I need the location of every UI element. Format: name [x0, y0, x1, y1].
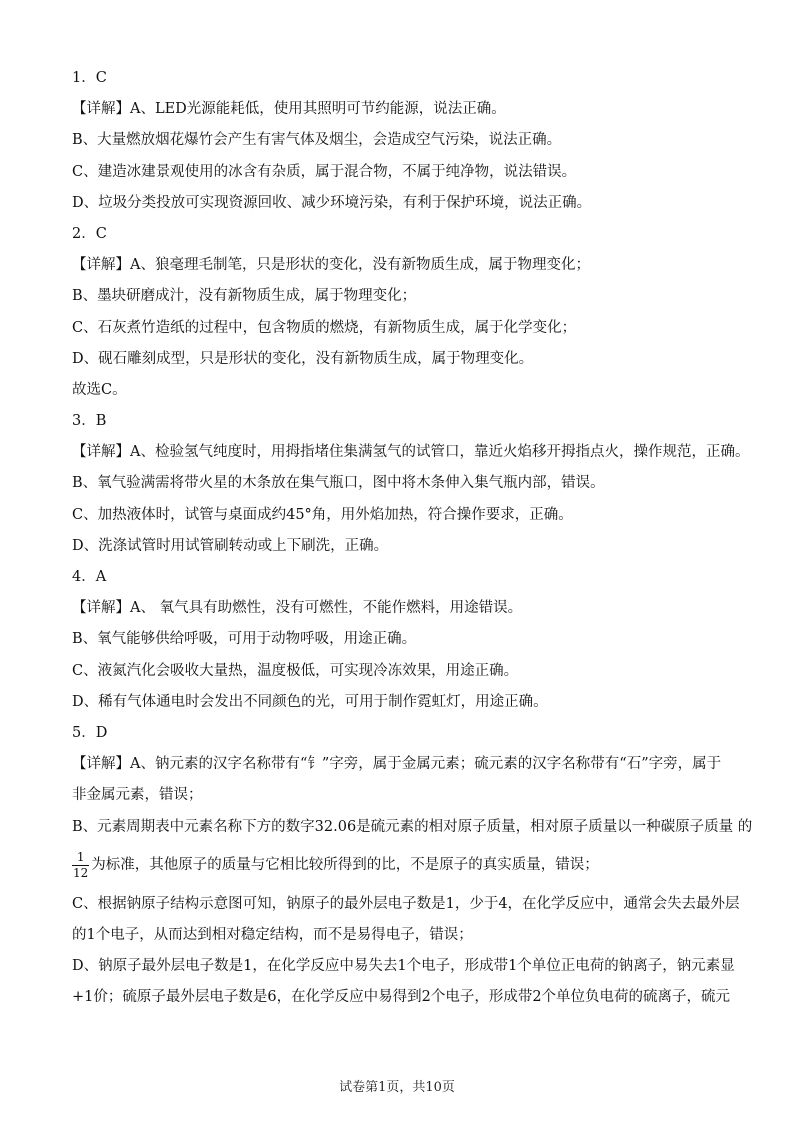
text-line: 【详解】A、LED光源能耗低，使用其照明可节约能源，说法正确。: [72, 101, 506, 118]
text-line: C、石灰煮竹造纸的过程中，包含物质的燃烧，有新物质生成，属于化学变化；: [72, 319, 577, 336]
lines-block: [72, 63, 753, 843]
text-line: C、根据钠原子结构示意图可知，钠原子的最外层电子数是1，少于4，在化学反应中，通常会失去最外层: [72, 895, 740, 912]
text-line: 非金属元素，错误；: [72, 787, 203, 804]
fraction-denominator: 12: [73, 866, 89, 881]
text-line: D、稀有气体通电时会发出不同颜色的光，可用于制作霓虹灯，用途正确。: [72, 693, 548, 710]
text-line: 【详解】A、钠元素的汉字名称带有“钅”字旁，属于金属元素；硫元素的汉字名称带有“石”字旁，属于: [72, 756, 722, 773]
text-line: B、墨块研磨成汁，没有新物质生成，属于物理变化；: [72, 288, 417, 305]
text-line: B、氧气能够供给呼吸，可用于动物呼吸，用途正确。: [72, 631, 417, 648]
text-line: 【详解】A、 氧气具有助燃性，没有可燃性，不能作燃料，用途错误。: [72, 600, 523, 617]
text-line: B、元素周期表中元素名称下方的数字32.06是硫元素的相对原子质量，相对原子质量以一种碳原子质量 的: [72, 818, 753, 835]
text-line: D、钠原子最外层电子数是1，在化学反应中易失去1个电子，形成带1个单位正电荷的钠离子，钠元素显: [72, 958, 735, 975]
text-line: 5．D: [72, 724, 108, 741]
lines-after-block: [72, 889, 740, 1014]
text-line: D、砚石雕刻成型，只是形状的变化，没有新物质生成，属于物理变化。: [72, 350, 534, 367]
text-line: D、洗涤试管时用试管刷转动或上下刷洗，正确。: [72, 537, 389, 554]
text-line: C、液氮汽化会吸收大量热，温度极低，可实现冷冻效果，用途正确。: [72, 662, 519, 679]
fraction-numerator: 1: [76, 850, 85, 865]
text-line: +1价；硫原子最外层电子数是6，在化学反应中易得到2个电子，形成带2个单位负电荷的硫离子，硫元: [72, 989, 731, 1006]
text-line: 的1个电子，从而达到相对稳定结构，而不是易得电子，错误；: [72, 926, 473, 943]
text-line: 2．C: [72, 225, 107, 242]
text-line: B、氧气验满需将带火星的木条放在集气瓶口，图中将木条伸入集气瓶内部，错误。: [72, 475, 605, 492]
text-line: 1．C: [72, 70, 107, 86]
text-line: 4．A: [72, 569, 107, 585]
text-line: C、建造冰建景观使用的冰含有杂质，属于混合物，不属于纯净物，说法错误。: [72, 163, 577, 180]
fraction-line-text: 为标准，其他原子的质量与它相比较所得到的比，不是原子的真实质量，错误；: [91, 857, 599, 874]
text-line: 【详解】A、检验氢气纯度时，用拇指堵住集满氢气的试管口，靠近火焰移开拇指点火，操作规范，正确。: [72, 444, 750, 461]
text-line: B、大量燃放烟花爆竹会产生有害气体及烟尘，会造成空气污染，说法正确。: [72, 132, 562, 149]
fraction-one-twelfth: [72, 850, 89, 881]
fraction-line: [72, 843, 724, 889]
text-line: D、垃圾分类投放可实现资源回收、减少环境污染，有利于保护环境，说法正确。: [72, 194, 592, 211]
text-line: 3．B: [72, 413, 107, 430]
text-line: 故选C。: [72, 381, 127, 398]
answer-content: [72, 63, 753, 1013]
text-line: 【详解】A、狼毫理毛制笔，只是形状的变化，没有新物质生成，属于物理变化；: [72, 257, 590, 274]
page-footer: 试卷第1页，共10页: [339, 1080, 455, 1095]
text-line: C、加热液体时，试管与桌面成约45°角，用外焰加热，符合操作要求，正确。: [72, 506, 573, 523]
